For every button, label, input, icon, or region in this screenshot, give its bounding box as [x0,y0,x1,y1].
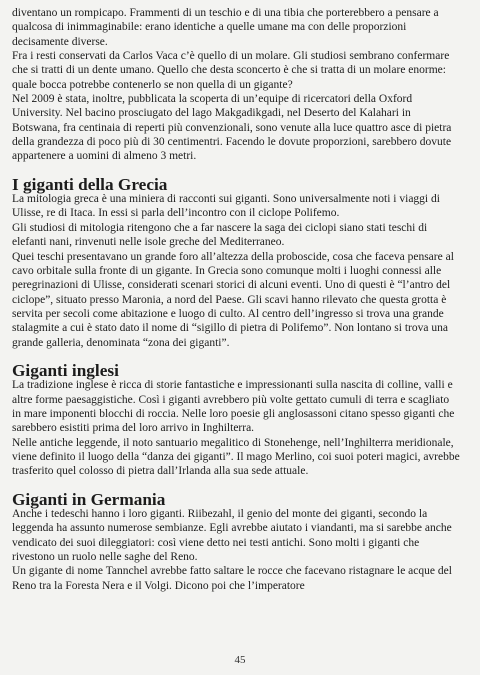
intro-paragraph: Nel 2009 è stata, inoltre, pubblicata la scoperta di un’equipe di ricercatori della Oxford University. Nel bacino prosciugato del lago Makgadikgadi, nel Deserto del Kalahari in Botswana, fra centinaia di reperti più convenzionali, sono venute alla luce quattro asce di pietra della grandezza di poco più di 30 centimentri. Facendo le dovute proporzioni, sarebbero dovute appartenere a uomini di almeno 3 metri. [12,93,452,163]
section-paragraph: Anche i tedeschi hanno i loro giganti. Riibezahl, il genio del monte dei giganti, secondo la leggenda ha assunto numerose sembianze. Egli avrebbe aiutato i viandanti, ma si sarebbe anche vendicato dei suoi dileggiatori: così viene detto nei testi antichi. Sono molti i giganti che rivestono un ruolo nelle saghe del Reno. [12,508,452,564]
section-greece [12,174,460,350]
section-title: Giganti inglesi [12,360,119,380]
section-paragraph: La tradizione inglese è ricca di storie fantastiche e impressionanti sulla nascita di colline, valli e altre forme paesaggistiche. Così i giganti avrebbero più volte gettato cumuli di terra e scagliato in mare imponenti blocchi di roccia. Nelle loro poesie gli anglosassoni citano spesso giganti che sarebbero esistiti prima del loro arrivo in Inghilterra. [12,379,455,435]
section-paragraph: Quei teschi presentavano un grande foro all’altezza della proboscide, cosa che faceva pensare al cavo orbitale sulla fronte di un gigante. In Grecia sono comunque molti i luoghi connessi alle peregrinazioni di Ulisse, considerati scenari storici di alcuni eventi. Uno di questi è “l’antro del ciclope”, situato presso Maronia, a nord del Paese. Gli scavi hanno rilevato che questa grotta è servita per secoli come abitazione e luogo di culto. Al centro dell’ingresso si trova una grande stalagmite a cui è stato dato il nome di “sigillo di pietra di Polifemo”. Non lontano si trova una grande galleria, denominata “zona dei giganti”. [12,250,454,349]
intro-paragraph: Fra i resti conservati da Carlos Vaca c’è quello di un molare. Gli studiosi sembrano confermare che si tratti di un dente umano. Quello che desta sconcerto è che si tratta di un molare enorme: quale bocca potrebbe contenerlo se non quella di un gigante? [12,50,450,91]
page-number: 45 [234,654,246,666]
section-title: I giganti della Grecia [12,174,168,194]
section-england [12,360,460,479]
section-paragraph: Gli studiosi di mitologia ritengono che a far nascere la saga dei ciclopi siano stati teschi di elefanti nani, rinvenuti nelle isole greche del Mediterraneo. [12,221,428,249]
section-title: Giganti in Germania [12,489,166,509]
section-germany [12,489,460,593]
intro-block [12,6,460,164]
section-paragraph: Un gigante di nome Tannchel avrebbe fatto saltare le rocce che facevano ristagnare le acque del Reno tra la Foresta Nera e il Volgi. Dicono poi che l’imperatore [12,565,452,592]
intro-paragraph: diventano un rompicapo. Frammenti di un teschio e di una tibia che porterebbero a pensare a qualcosa di inimmaginabile: erano identiche a quelle umane ma con delle proporzioni decisamente diverse. [12,7,439,48]
section-paragraph: Nelle antiche leggende, il noto santuario megalitico di Stonehenge, nell’Inghilterra meridionale, viene definito il luogo della “danza dei giganti”. Il mago Merlino, coi suoi poteri magici, avrebbe trasferito quel colosso di pietra dall’Irlanda alla sua sede attuale. [12,436,460,478]
section-paragraph: La mitologia greca è una miniera di racconti sui giganti. Sono universalmente noti i viaggi di Ulisse, re di Itaca. In essi si parla dell’incontro con il ciclope Polifemo. [12,193,440,220]
